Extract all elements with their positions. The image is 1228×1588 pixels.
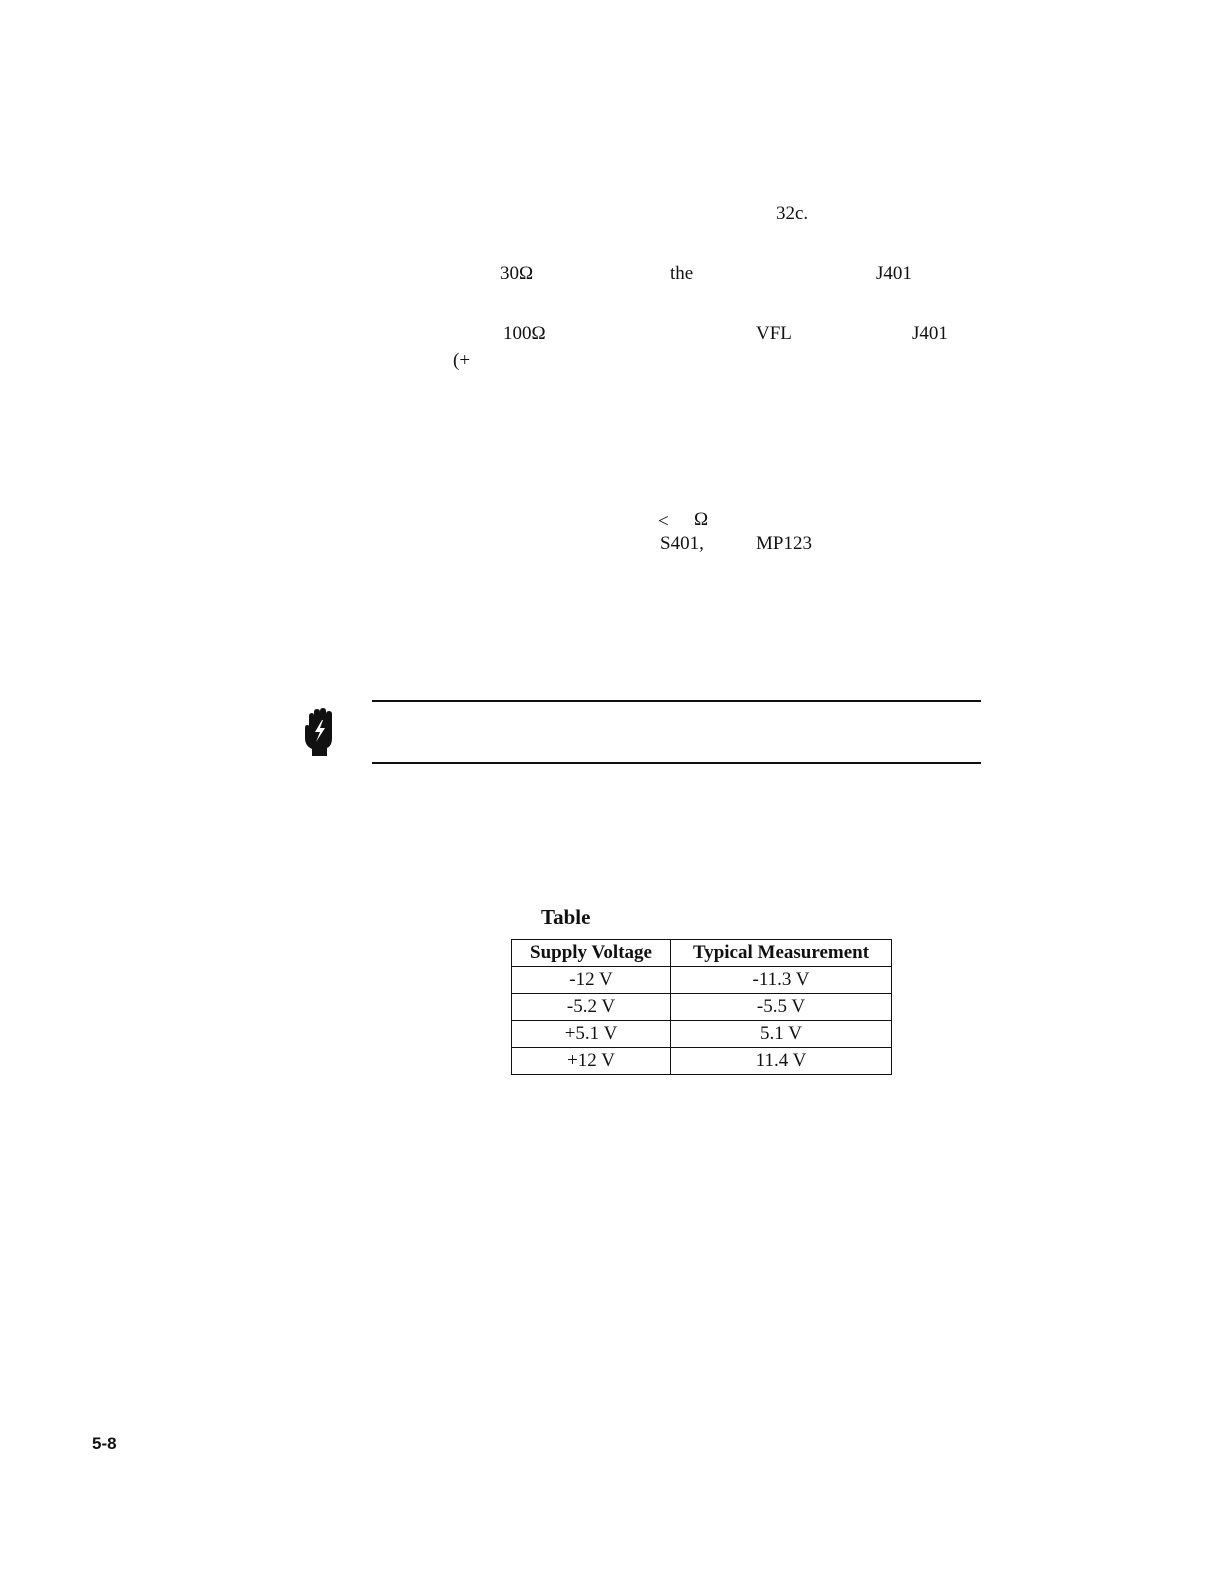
table-cell: 5.1 V [671, 1021, 892, 1048]
text-fragment: J401 [876, 263, 912, 284]
table-cell: -5.5 V [671, 994, 892, 1021]
caution-top-rule [372, 700, 981, 702]
text-fragment: < [658, 511, 669, 532]
text-fragment: 100Ω [503, 323, 546, 344]
supply-voltage-table [511, 939, 892, 1075]
text-fragment: J401 [912, 323, 948, 344]
text-fragment: VFL [756, 323, 792, 344]
column-header: Typical Measurement [671, 940, 892, 967]
table-row [512, 1021, 892, 1048]
table-cell: -12 V [512, 967, 671, 994]
table-cell: +5.1 V [512, 1021, 671, 1048]
table-cell: +12 V [512, 1048, 671, 1075]
table-cell: -11.3 V [671, 967, 892, 994]
page-number: 5-8 [92, 1434, 117, 1453]
table-row [512, 1048, 892, 1075]
text-fragment: 32c. [776, 203, 809, 224]
table-row [512, 967, 892, 994]
caution-bottom-rule [372, 762, 981, 764]
table-row [512, 994, 892, 1021]
text-fragment: 30Ω [500, 263, 534, 284]
table-cell: 11.4 V [671, 1048, 892, 1075]
table-title: Table [541, 905, 591, 929]
text-fragment: the [670, 263, 694, 284]
table-cell: -5.2 V [512, 994, 671, 1021]
table-header-row [512, 940, 892, 967]
text-fragment: S401, [660, 533, 704, 554]
caution-hand-icon [302, 708, 338, 758]
text-fragment: Ω [694, 509, 709, 530]
column-header: Supply Voltage [512, 940, 671, 967]
text-fragment: MP123 [756, 533, 812, 554]
text-fragment: (+ [453, 350, 471, 371]
